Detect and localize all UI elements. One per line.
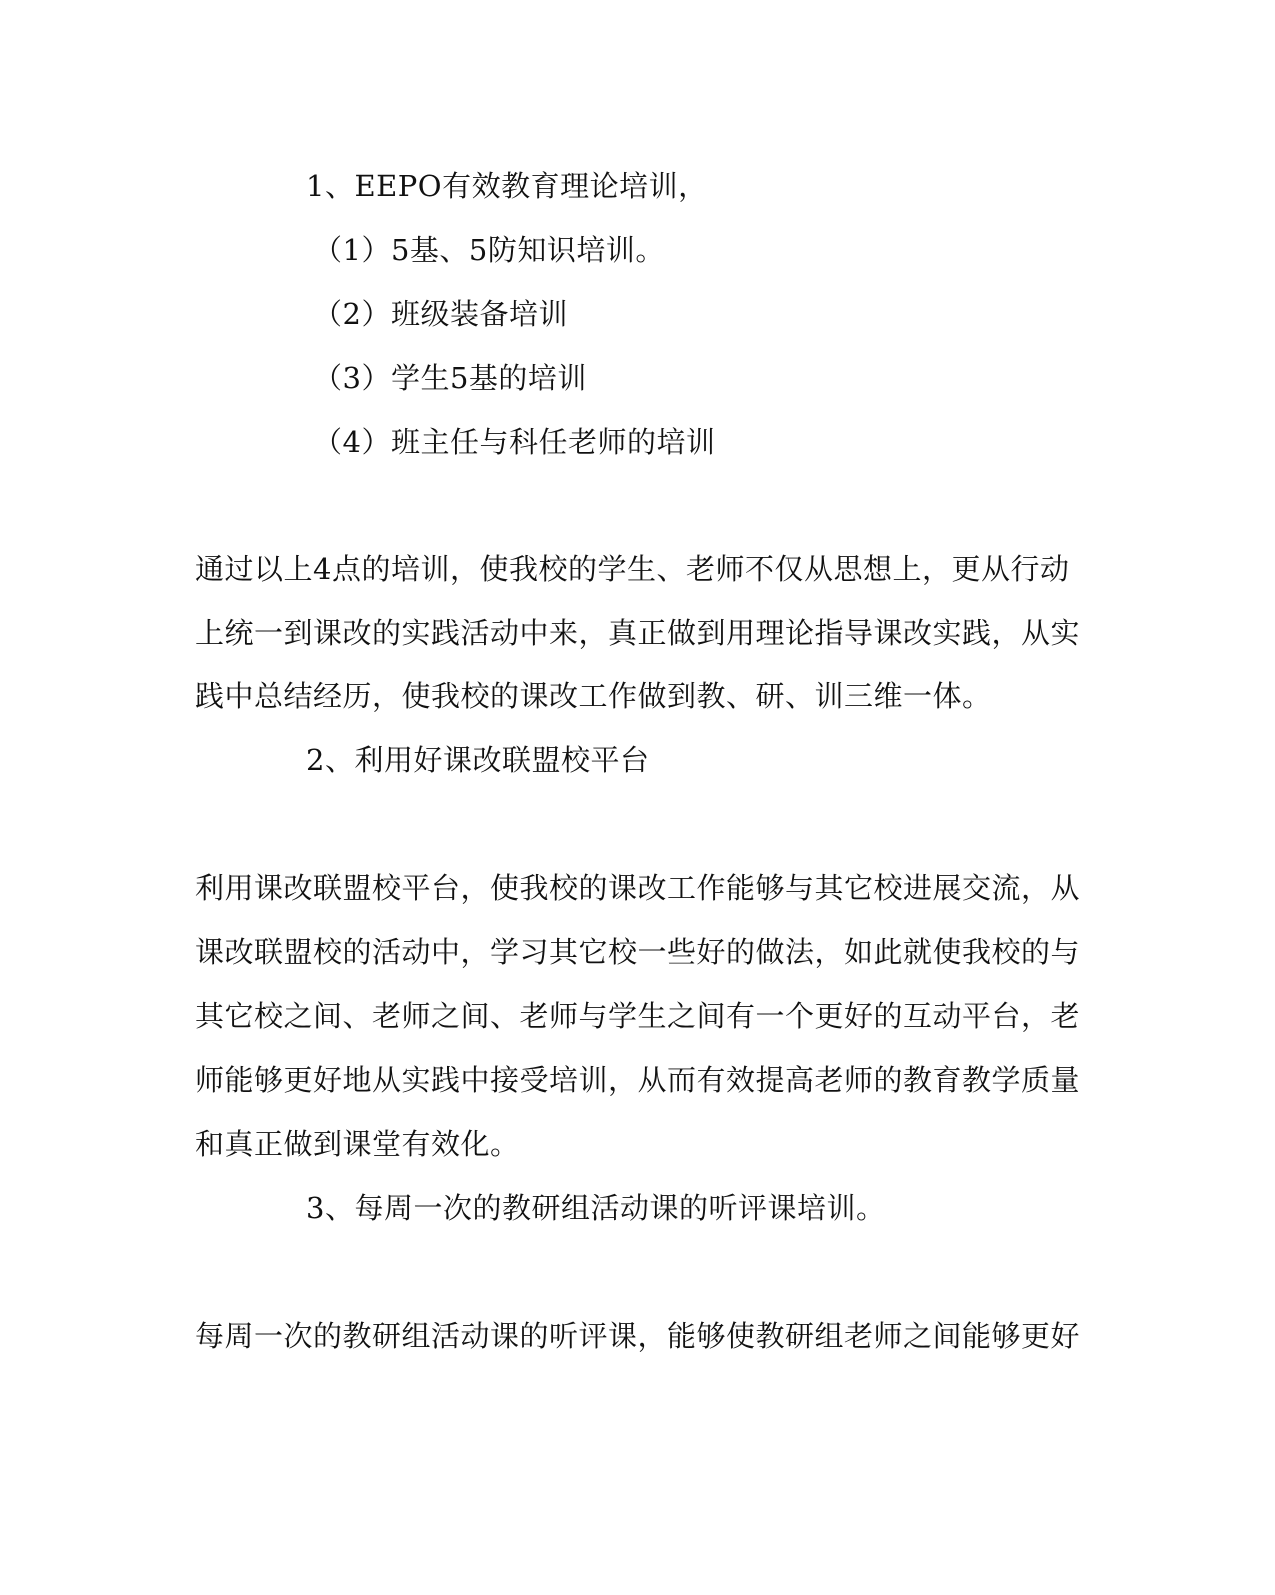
subitem-4: （4）班主任与科任老师的培训 — [313, 425, 716, 459]
paragraph-3-line-1: 每周一次的教研组活动课的听评课，能够使教研组老师之间能够更好 — [195, 1319, 1081, 1353]
paragraph-1-line-1: 通过以上4点的培训，使我校的学生、老师不仅从思想上，更从行动 — [195, 552, 1070, 586]
paragraph-2-line-5: 和真正做到课堂有效化。 — [195, 1127, 520, 1161]
section-heading-1: 1、EEPO有效教育理论培训， — [306, 169, 708, 203]
subitem-2: （2）班级装备培训 — [313, 297, 568, 331]
subitem-1: （1）5基、5防知识培训。 — [313, 233, 665, 267]
section-heading-3: 3、每周一次的教研组活动课的听评课培训。 — [306, 1191, 886, 1225]
paragraph-2-line-3: 其它校之间、老师之间、老师与学生之间有一个更好的互动平台，老 — [195, 999, 1081, 1033]
paragraph-2-line-2: 课改联盟校的活动中，学习其它校一些好的做法，如此就使我校的与 — [195, 935, 1081, 969]
paragraph-1-line-2: 上统一到课改的实践活动中来，真正做到用理论指导课改实践，从实 — [195, 616, 1081, 650]
paragraph-2-line-1: 利用课改联盟校平台，使我校的课改工作能够与其它校进展交流，从 — [195, 871, 1081, 905]
paragraph-2-line-4: 师能够更好地从实践中接受培训，从而有效提高老师的教育教学质量 — [195, 1063, 1081, 1097]
subitem-3: （3）学生5基的培训 — [313, 361, 587, 395]
section-heading-2: 2、利用好课改联盟校平台 — [306, 743, 650, 777]
paragraph-1-line-3: 践中总结经历，使我校的课改工作做到教、研、训三维一体。 — [195, 679, 992, 713]
